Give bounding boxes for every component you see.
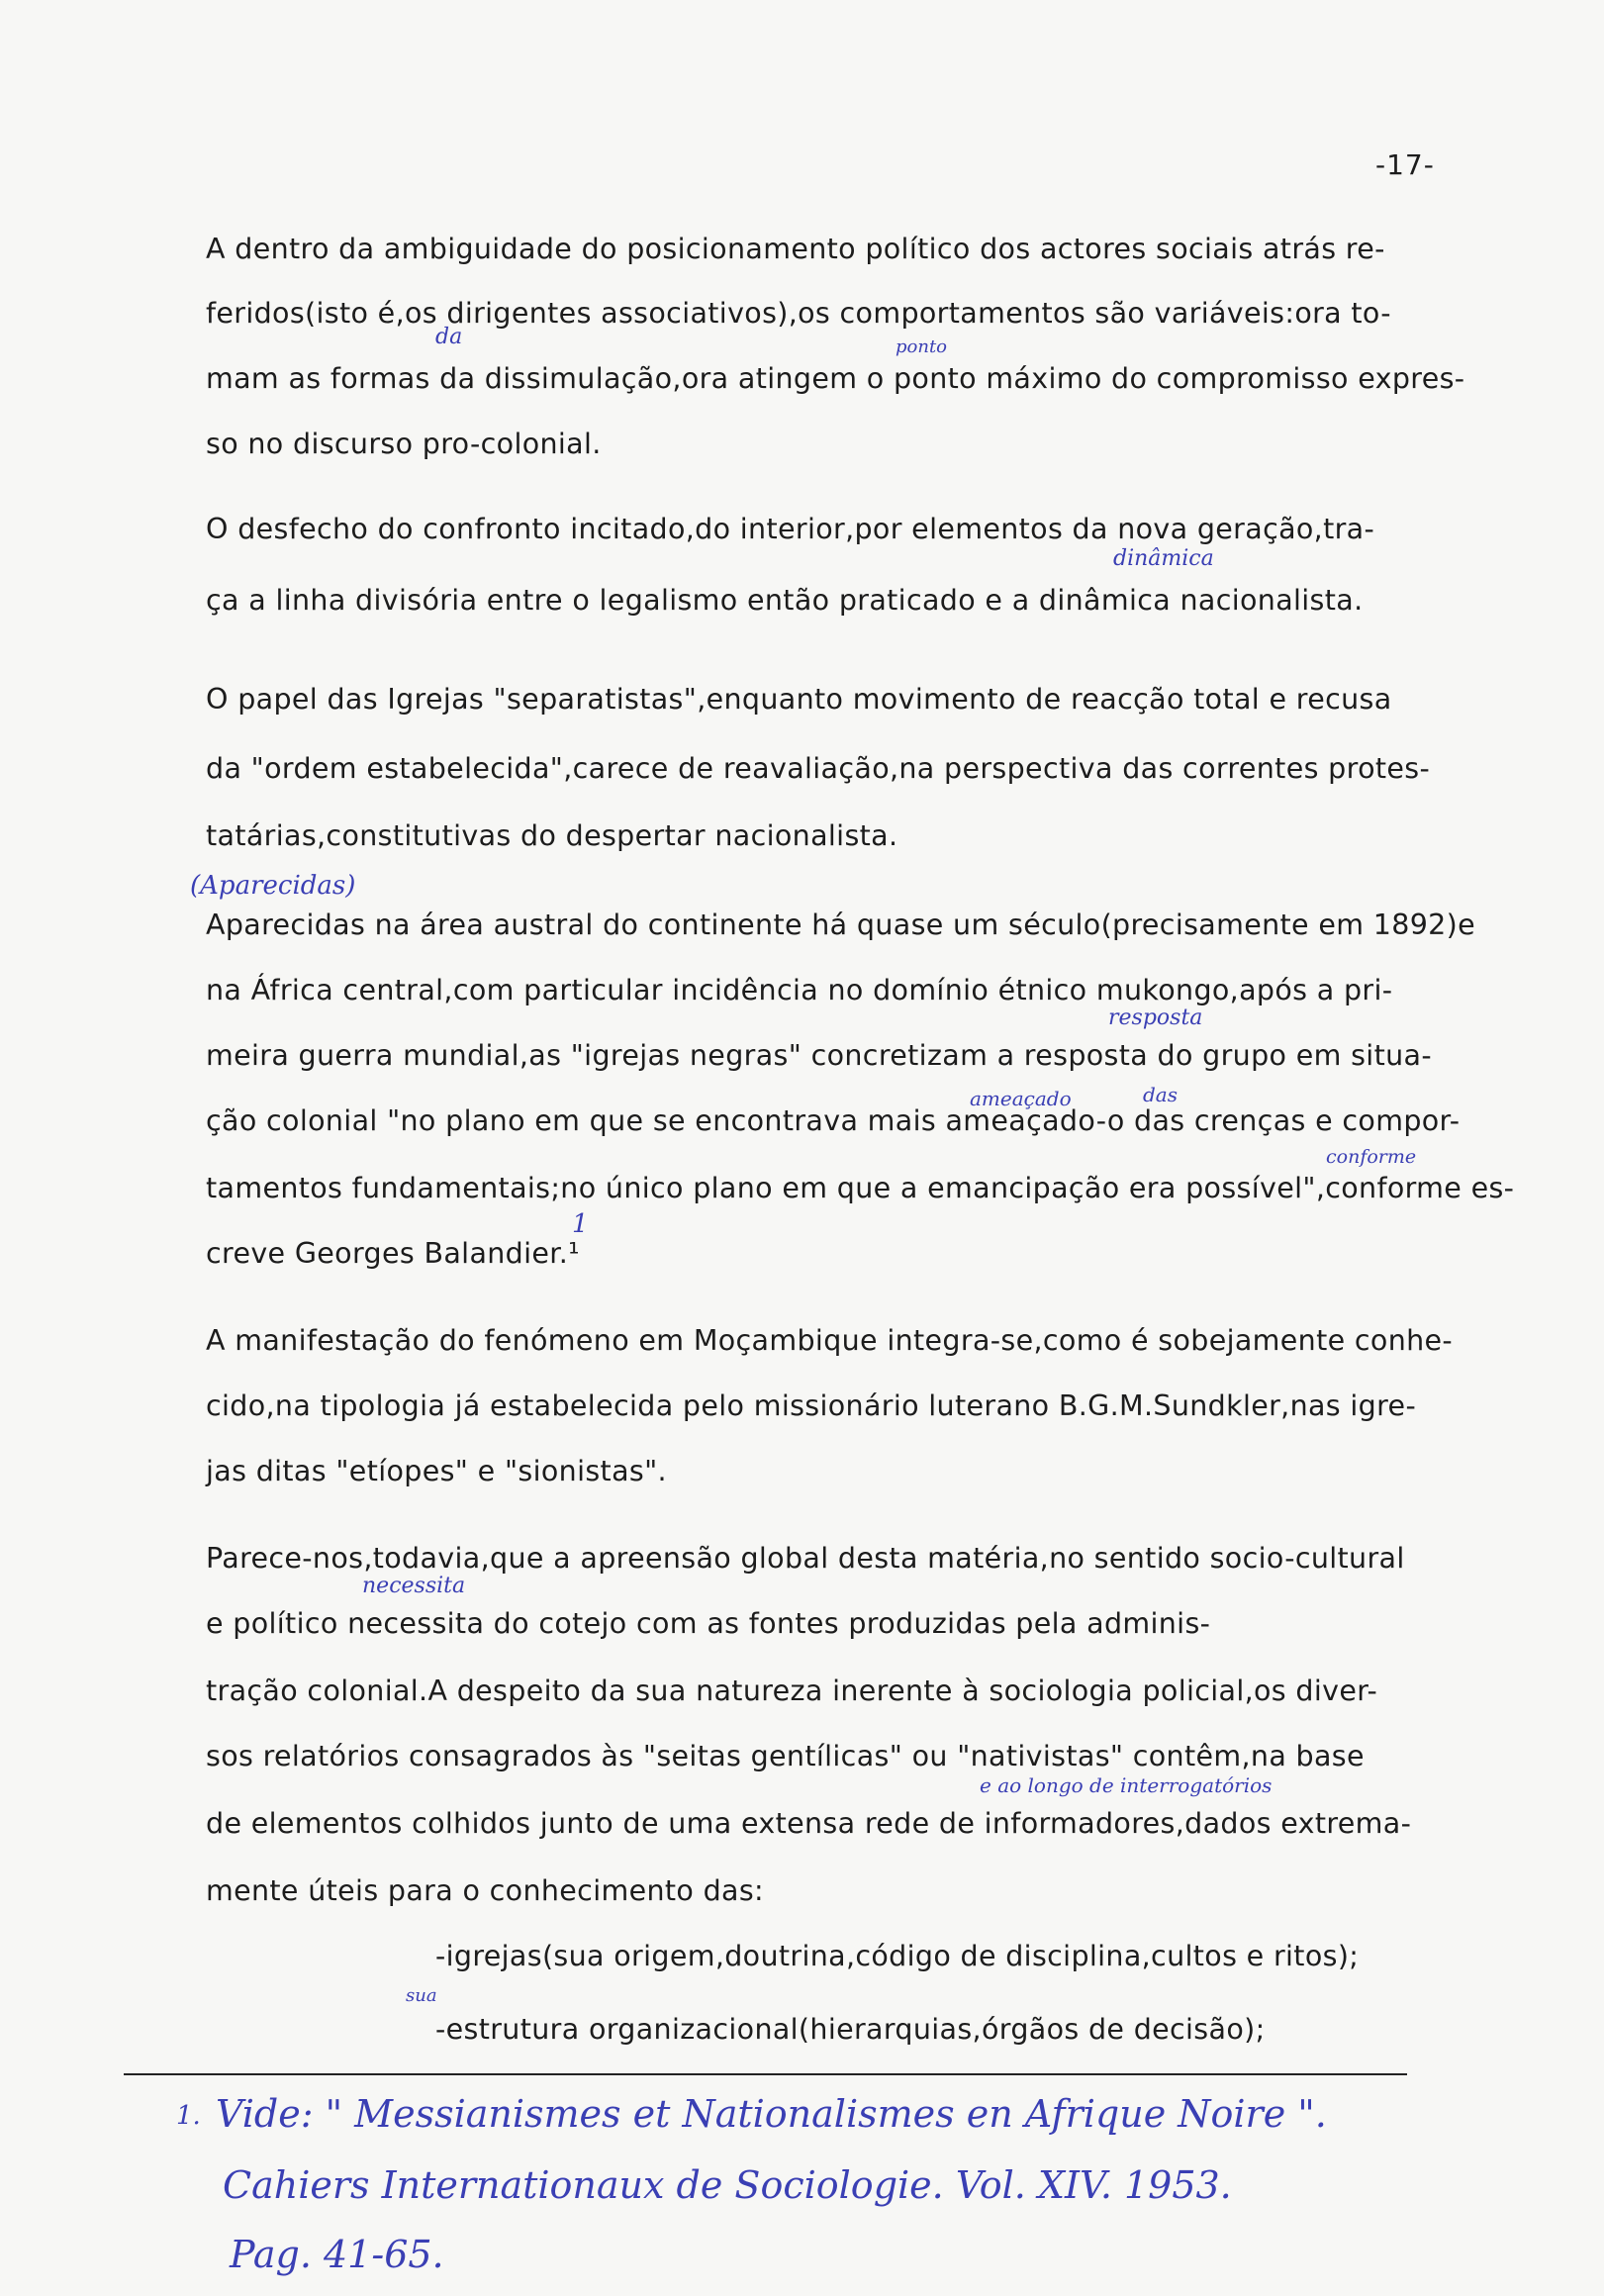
footnote-separator <box>124 2073 1407 2075</box>
handwritten-correction: sua <box>406 1985 437 2006</box>
footnote-marker: 1 <box>572 1209 589 1239</box>
text-line: da "ordem estabelecida",carece de reavaliação,na perspectiva das correntes protes- <box>206 752 1431 785</box>
text-line: A manifestação do fenómeno em Moçambique integra-se,como é sobejamente conhe- <box>206 1324 1454 1357</box>
handwritten-correction: e ao longo de interrogatórios <box>980 1773 1273 1797</box>
text-line: cido,na tipologia já estabelecida pelo missionário luterano B.G.M.Sundkler,nas igre- <box>206 1389 1417 1422</box>
handwritten-correction: das <box>1143 1083 1178 1106</box>
footnote-number: 1. <box>176 2101 201 2131</box>
handwritten-correction: ponto <box>896 336 948 357</box>
text-line: creve Georges Balandier.¹ <box>206 1237 580 1270</box>
footnote-line: Pag. 41-65. <box>230 2233 444 2276</box>
text-line: Parece-nos,todavia,que a apreensão global desta matéria,no sentido socio-cultural <box>206 1542 1405 1575</box>
text-line: jas ditas "etíopes" e "sionistas". <box>206 1455 667 1487</box>
text-line: A dentro da ambiguidade do posicionamento político dos actores sociais atrás re- <box>206 233 1385 265</box>
text-line: tatárias,constitutivas do despertar nacionalista. <box>206 819 898 852</box>
text-line: mente úteis para o conhecimento das: <box>206 1874 765 1907</box>
handwritten-correction: necessita <box>362 1574 466 1598</box>
footnote-line: Cahiers Internationaux de Sociologie. Vol. XIV. 1953. <box>223 2163 1232 2207</box>
text-line: e político necessita do cotejo com as fontes produzidas pela adminis- <box>206 1607 1211 1640</box>
handwritten-correction: da <box>435 325 463 349</box>
text-line: Aparecidas na área austral do continente há quase um século(precisamente em 1892)e <box>206 909 1476 941</box>
handwritten-correction: ameaçado <box>970 1087 1072 1110</box>
text-line: na África central,com particular incidência no domínio étnico mukongo,após a pri- <box>206 974 1393 1006</box>
handwritten-correction: (Aparecidas) <box>190 871 356 901</box>
text-line: so no discurso pro-colonial. <box>206 428 602 460</box>
text-line: O desfecho do confronto incitado,do interior,por elementos da nova geração,tra- <box>206 513 1375 545</box>
list-item: -estrutura organizacional(hierarquias,órgãos de decisão); <box>435 2013 1266 2046</box>
text-line: O papel das Igrejas "separatistas",enquanto movimento de reacção total e recusa <box>206 683 1392 716</box>
text-line: meira guerra mundial,as "igrejas negras" concretizam a resposta do grupo em situa- <box>206 1039 1432 1072</box>
text-line: sos relatórios consagrados às "seitas gentílicas" ou "nativistas" contêm,na base <box>206 1740 1365 1772</box>
text-line: tração colonial.A despeito da sua natureza inerente à sociologia policial,os diver- <box>206 1674 1378 1707</box>
list-item: -igrejas(sua origem,doutrina,código de disciplina,cultos e ritos); <box>435 1940 1360 1972</box>
footnote-line: Vide: " Messianismes et Nationalismes en Afrique Noire ". <box>216 2092 1327 2136</box>
page-number: -17- <box>1375 148 1435 181</box>
text-line: tamentos fundamentais;no único plano em que a emancipação era possível",conforme es- <box>206 1172 1515 1204</box>
handwritten-correction: resposta <box>1108 1005 1203 1030</box>
text-line: mam as formas da dissimulação,ora atingem o ponto máximo do compromisso expres- <box>206 362 1465 395</box>
handwritten-correction: dinâmica <box>1113 546 1214 571</box>
text-line: ça a linha divisória entre o legalismo então praticado e a dinâmica nacionalista. <box>206 584 1364 617</box>
text-line: ção colonial "no plano em que se encontrava mais ameaçado-o das crenças e compor- <box>206 1104 1461 1137</box>
text-line: de elementos colhidos junto de uma extensa rede de informadores,dados extrema- <box>206 1807 1412 1840</box>
text-line: feridos(isto é,os dirigentes associativos),os comportamentos são variáveis:ora to- <box>206 297 1391 330</box>
handwritten-correction: conforme <box>1326 1146 1417 1168</box>
